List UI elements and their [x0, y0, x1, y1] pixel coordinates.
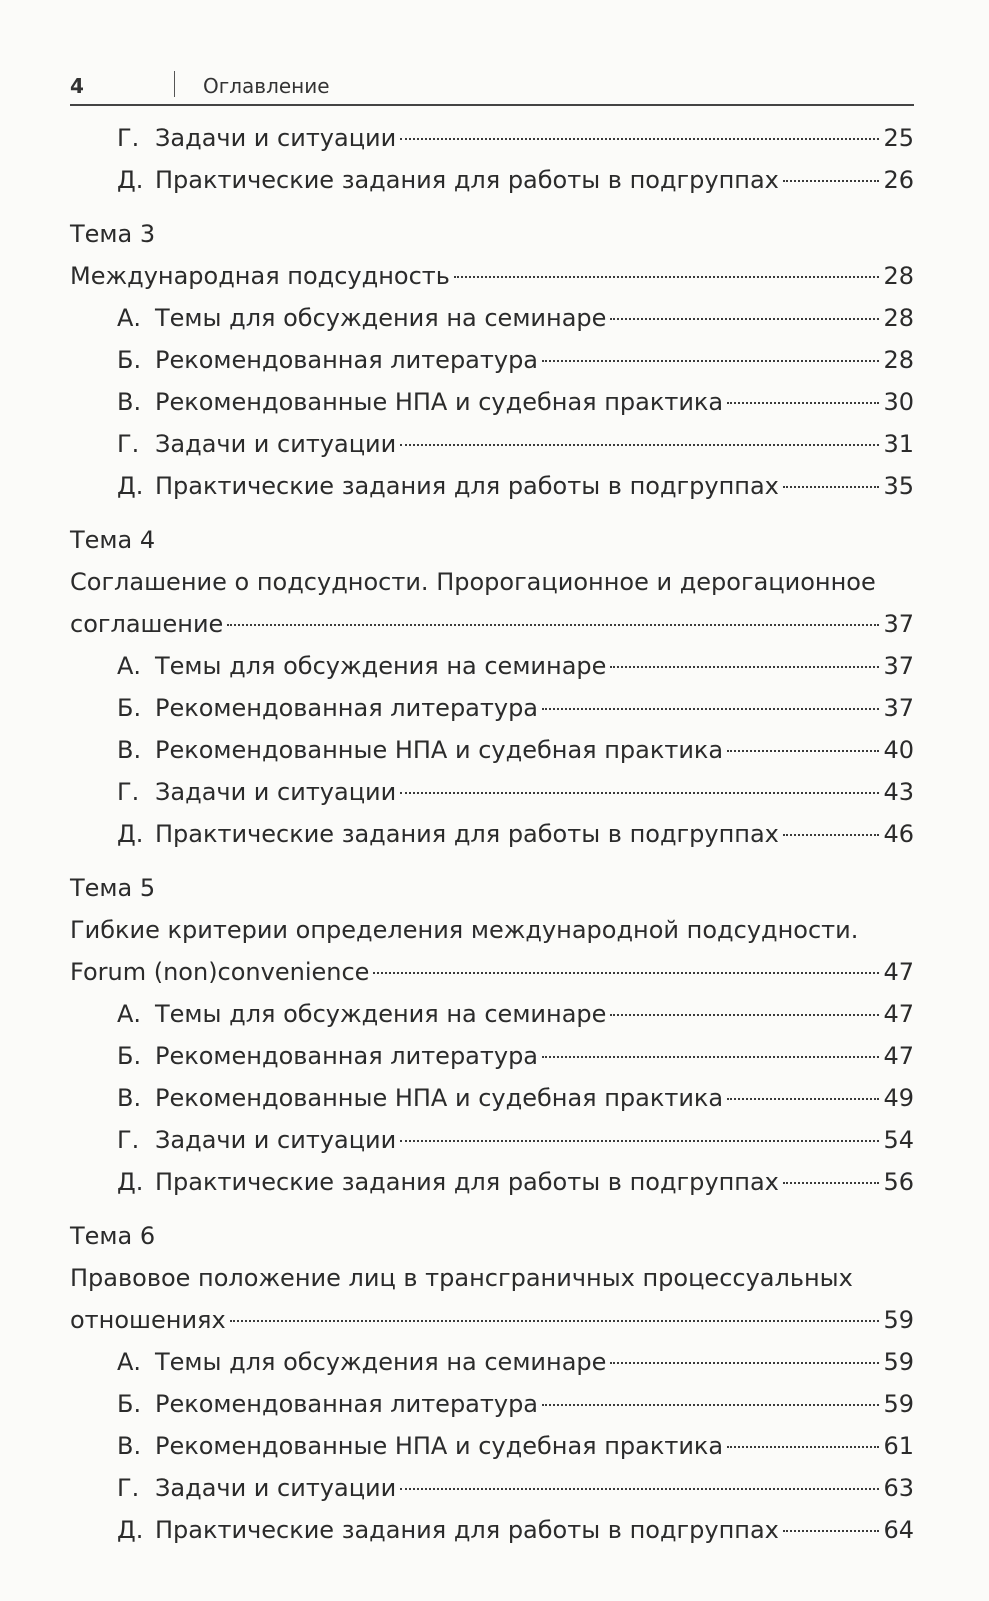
toc-subsection-entry[interactable]	[70, 1119, 914, 1161]
dot-leader	[610, 642, 879, 668]
subsection-title: Практические задания для работы в подгруппах	[155, 1516, 779, 1544]
toc-subsection-entry[interactable]	[70, 1509, 914, 1551]
toc-subsection-entry[interactable]	[70, 1161, 914, 1203]
subsection-letter: Б.	[117, 694, 142, 722]
toc-subsection-entry[interactable]	[70, 729, 914, 771]
dot-leader	[727, 1074, 879, 1100]
subsection-page-number: 43	[883, 778, 914, 806]
subsection-letter: Д.	[117, 1516, 144, 1544]
subsection-letter: Г.	[117, 778, 140, 806]
subsection-letter: Б.	[117, 1390, 142, 1418]
running-header	[70, 66, 914, 106]
topic-label: Тема 6	[70, 1222, 156, 1250]
subsection-page-number: 47	[883, 1000, 914, 1028]
subsection-page-number: 35	[883, 472, 914, 500]
subsection-title: Темы для обсуждения на семинаре	[155, 304, 607, 332]
topic-page-number: 28	[883, 262, 914, 290]
toc-subsection-entry[interactable]	[70, 813, 914, 855]
subsection-page-number: 46	[883, 820, 914, 848]
toc-topic-entry[interactable]	[70, 1299, 914, 1341]
subsection-title: Практические задания для работы в подгруппах	[155, 1168, 779, 1196]
subsection-page-number: 37	[883, 694, 914, 722]
subsection-title: Задачи и ситуации	[155, 778, 397, 806]
topic-label: Тема 3	[70, 220, 156, 248]
toc-subsection-entry[interactable]	[70, 465, 914, 507]
dot-leader	[783, 1506, 880, 1532]
subsection-letter: Г.	[117, 430, 140, 458]
table-of-contents	[70, 117, 914, 1551]
toc-subsection-entry[interactable]	[70, 1341, 914, 1383]
subsection-letter: Д.	[117, 820, 144, 848]
subsection-letter: А.	[117, 1348, 142, 1376]
subsection-title: Рекомендованные НПА и судебная практика	[155, 736, 724, 764]
toc-subsection-entry[interactable]	[70, 1383, 914, 1425]
subsection-letter: Г.	[117, 1126, 140, 1154]
topic-title-line: Гибкие критерии определения международной подсудности.	[70, 916, 859, 944]
dot-leader	[373, 948, 879, 974]
dot-leader	[400, 420, 879, 446]
subsection-page-number: 54	[883, 1126, 914, 1154]
subsection-letter: Д.	[117, 472, 144, 500]
dot-leader	[227, 600, 879, 626]
header-title: Оглавление	[203, 74, 330, 98]
dot-leader	[610, 294, 879, 320]
subsection-letter: А.	[117, 652, 142, 680]
subsection-letter: Д.	[117, 166, 144, 194]
dot-leader	[727, 378, 879, 404]
subsection-page-number: 28	[883, 346, 914, 374]
dot-leader	[454, 252, 880, 278]
subsection-title: Рекомендованные НПА и судебная практика	[155, 388, 724, 416]
topic-title: отношениях	[70, 1306, 226, 1334]
subsection-letter: Б.	[117, 346, 142, 374]
subsection-title: Задачи и ситуации	[155, 1126, 397, 1154]
topic-title: соглашение	[70, 610, 224, 638]
subsection-title: Темы для обсуждения на семинаре	[155, 1000, 607, 1028]
toc-subsection-entry[interactable]	[70, 687, 914, 729]
dot-leader	[783, 1158, 880, 1184]
subsection-title: Задачи и ситуации	[155, 124, 397, 152]
subsection-title: Практические задания для работы в подгруппах	[155, 820, 779, 848]
page-number: 4	[70, 74, 84, 98]
dot-leader	[542, 684, 879, 710]
subsection-page-number: 64	[883, 1516, 914, 1544]
toc-subsection-entry[interactable]	[70, 1425, 914, 1467]
subsection-letter: Б.	[117, 1042, 142, 1070]
toc-subsection-entry[interactable]	[70, 1077, 914, 1119]
toc-subsection-entry[interactable]	[70, 645, 914, 687]
topic-title: Forum (non)convenience	[70, 958, 370, 986]
subsection-page-number: 59	[883, 1390, 914, 1418]
subsection-title: Рекомендованные НПА и судебная практика	[155, 1084, 724, 1112]
toc-subsection-entry[interactable]	[70, 339, 914, 381]
topic-title-line: Соглашение о подсудности. Пророгационное и дерогационное	[70, 568, 876, 596]
subsection-title: Темы для обсуждения на семинаре	[155, 1348, 607, 1376]
subsection-letter: В.	[117, 1084, 142, 1112]
dot-leader	[400, 1116, 879, 1142]
dot-leader	[400, 1464, 879, 1490]
subsection-page-number: 49	[883, 1084, 914, 1112]
topic-label: Тема 4	[70, 526, 156, 554]
subsection-page-number: 30	[883, 388, 914, 416]
subsection-letter: В.	[117, 388, 142, 416]
subsection-title: Рекомендованная литература	[155, 346, 539, 374]
dot-leader	[783, 462, 880, 488]
dot-leader	[727, 1422, 879, 1448]
topic-title-line: Правовое положение лиц в трансграничных процессуальных	[70, 1264, 853, 1292]
toc-subsection-entry[interactable]	[70, 1467, 914, 1509]
subsection-letter: А.	[117, 304, 142, 332]
topic-page-number: 59	[883, 1306, 914, 1334]
subsection-title: Рекомендованные НПА и судебная практика	[155, 1432, 724, 1460]
toc-topic-entry[interactable]	[70, 603, 914, 645]
subsection-page-number: 61	[883, 1432, 914, 1460]
toc-topic-entry[interactable]	[70, 951, 914, 993]
dot-leader	[610, 1338, 879, 1364]
dot-leader	[230, 1296, 880, 1322]
subsection-page-number: 37	[883, 652, 914, 680]
toc-subsection-entry[interactable]	[70, 297, 914, 339]
subsection-title: Задачи и ситуации	[155, 1474, 397, 1502]
subsection-letter: Г.	[117, 1474, 140, 1502]
topic-label: Тема 5	[70, 874, 156, 902]
dot-leader	[610, 990, 879, 1016]
toc-subsection-entry[interactable]	[70, 381, 914, 423]
topic-title: Международная подсудность	[70, 262, 450, 290]
dot-leader	[400, 114, 879, 140]
subsection-title: Рекомендованная литература	[155, 1042, 539, 1070]
dot-leader	[400, 768, 879, 794]
toc-subsection-entry[interactable]	[70, 159, 914, 201]
topic-page-number: 37	[883, 610, 914, 638]
subsection-title: Практические задания для работы в подгруппах	[155, 166, 779, 194]
subsection-page-number: 56	[883, 1168, 914, 1196]
subsection-title: Задачи и ситуации	[155, 430, 397, 458]
subsection-page-number: 59	[883, 1348, 914, 1376]
dot-leader	[727, 726, 879, 752]
subsection-page-number: 47	[883, 1042, 914, 1070]
topic-page-number: 47	[883, 958, 914, 986]
subsection-title: Рекомендованная литература	[155, 694, 539, 722]
subsection-page-number: 63	[883, 1474, 914, 1502]
subsection-letter: В.	[117, 736, 142, 764]
toc-subsection-entry[interactable]	[70, 423, 914, 465]
subsection-page-number: 31	[883, 430, 914, 458]
subsection-page-number: 25	[883, 124, 914, 152]
dot-leader	[542, 1380, 879, 1406]
subsection-letter: А.	[117, 1000, 142, 1028]
toc-subsection-entry[interactable]	[70, 771, 914, 813]
subsection-page-number: 28	[883, 304, 914, 332]
header-divider	[174, 71, 175, 97]
subsection-letter: Г.	[117, 124, 140, 152]
subsection-letter: В.	[117, 1432, 142, 1460]
toc-subsection-entry[interactable]	[70, 993, 914, 1035]
toc-subsection-entry[interactable]	[70, 1035, 914, 1077]
toc-subsection-entry[interactable]	[70, 117, 914, 159]
subsection-title: Рекомендованная литература	[155, 1390, 539, 1418]
dot-leader	[542, 336, 879, 362]
subsection-letter: Д.	[117, 1168, 144, 1196]
subsection-page-number: 26	[883, 166, 914, 194]
subsection-title: Темы для обсуждения на семинаре	[155, 652, 607, 680]
dot-leader	[542, 1032, 879, 1058]
subsection-page-number: 40	[883, 736, 914, 764]
toc-topic-entry[interactable]	[70, 255, 914, 297]
dot-leader	[783, 156, 880, 182]
subsection-title: Практические задания для работы в подгруппах	[155, 472, 779, 500]
dot-leader	[783, 810, 880, 836]
